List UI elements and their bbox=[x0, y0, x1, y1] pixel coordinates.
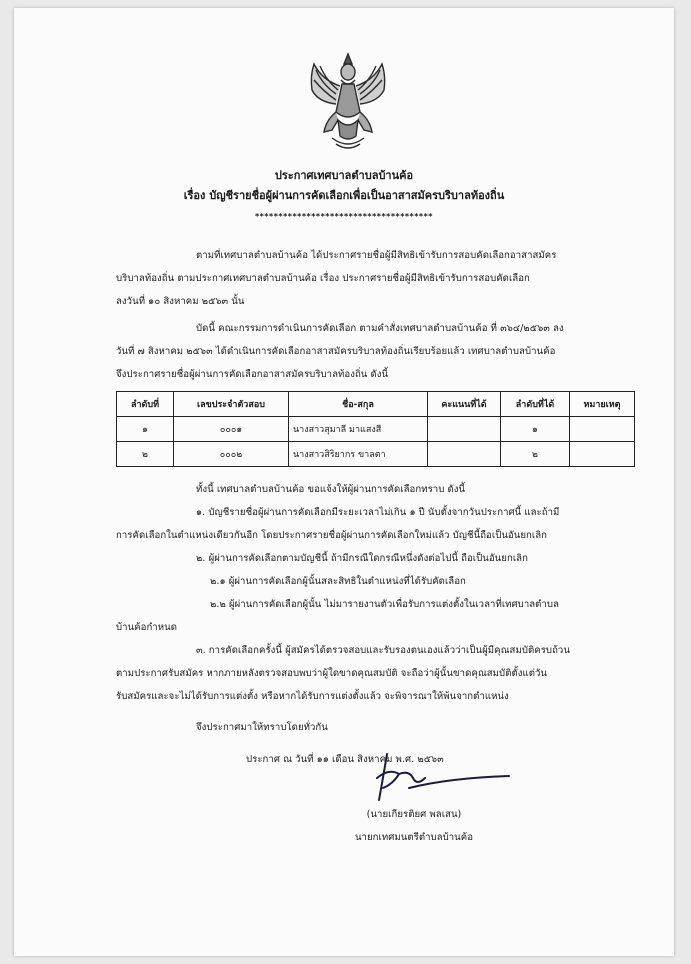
col-header-exam-id: เลขประจำตัวสอบ bbox=[174, 392, 289, 417]
condition-2-2-line1: ๒.๒ ผู้ผ่านการคัดเลือกผู้นั้น ไม่มารายงานตัวเพื่อรับการแต่งตั้งในเวลาที่เทศบาลตำบล bbox=[210, 599, 559, 610]
cell-score bbox=[428, 442, 501, 467]
results-table bbox=[116, 391, 635, 467]
cell-rank: ๒ bbox=[117, 442, 174, 467]
col-header-name: ชื่อ-สกุล bbox=[289, 392, 428, 417]
cell-rank: ๑ bbox=[117, 417, 174, 442]
cell-placing: ๒ bbox=[501, 442, 570, 467]
cell-name: นางสาวสิริยากร ขาลตา bbox=[289, 442, 428, 467]
condition-2-1: ๒.๑ ผู้ผ่านการคัดเลือกผู้นั้นสละสิทธิในตำแหน่งที่ได้รับคัดเลือก bbox=[210, 576, 466, 587]
condition-2: ๒. ผู้ผ่านการคัดเลือกตามบัญชีนี้ ถ้ามีกรณีใดกรณีหนึ่งดังต่อไปนี้ ถือเป็นอันยกเลิก bbox=[196, 553, 528, 564]
cell-name: นางสาวสุมาลี มาแสงสี bbox=[289, 417, 428, 442]
cell-score bbox=[428, 417, 501, 442]
col-header-score: คะแนนที่ได้ bbox=[428, 392, 501, 417]
para2-line2: วันที่ ๗ สิงหาคม ๒๕๖๓ ได้ดำเนินการคัดเลือกอาสาสมัครบริบาลท้องถิ่นเรียบร้อยแล้ว เทศบาลตำบลบ้านค้อ bbox=[116, 346, 556, 357]
table-header-row bbox=[117, 392, 635, 417]
condition-1-line1: ๑. บัญชีรายชื่อผู้ผ่านการคัดเลือกมีระยะเวลาไม่เกิน ๑ ปี นับตั้งจากวันประกาศนี้ และถ้ามี bbox=[196, 507, 560, 518]
condition-3-line2: ตามประกาศรับสมัคร หากภายหลังตรวจสอบพบว่าผู้ใดขาดคุณสมบัติ จะถือว่าผู้นั้นขาดคุณสมบัติตั้งแต่วัน bbox=[116, 668, 548, 679]
cell-exam-id: ๐๐๐๑ bbox=[174, 417, 289, 442]
garuda-emblem-icon bbox=[302, 50, 394, 154]
condition-3-line3: รับสมัครและจะไม่ได้รับการแต่งตั้ง หรือหากได้รับการแต่งตั้งแล้ว จะพิจารณาให้พ้นจากตำแหน่ง bbox=[116, 691, 509, 702]
cell-placing: ๑ bbox=[501, 417, 570, 442]
cell-remarks bbox=[570, 442, 635, 467]
condition-1-line2: การคัดเลือกในตำแหน่งเดียวกันอีก โดยประกาศรายชื่อผู้ผ่านการคัดเลือกใหม่แล้ว บัญชีนี้ถือเป็นอันยกเลิก bbox=[116, 530, 548, 541]
signer-name: (นายเกียรติยศ พลเสน) bbox=[366, 809, 462, 820]
announcement-title: ประกาศเทศบาลตำบลบ้านค้อ bbox=[274, 169, 414, 182]
para1-line1: ตามที่เทศบาลตำบลบ้านค้อ ได้ประกาศรายชื่อผู้มีสิทธิเข้ารับการสอบคัดเลือกอาสาสมัคร bbox=[196, 250, 557, 261]
col-header-remarks: หมายเหตุ bbox=[570, 392, 635, 417]
cell-exam-id: ๐๐๐๒ bbox=[174, 442, 289, 467]
announcement-subject: เรื่อง บัญชีรายชื่อผู้ผ่านการคัดเลือกเพื่อเป็นอาสาสมัครบริบาลท้องถิ่น bbox=[183, 189, 505, 202]
cell-remarks bbox=[570, 417, 635, 442]
document-page bbox=[14, 8, 674, 956]
signer-position: นายกเทศมนตรีตำบลบ้านค้อ bbox=[354, 832, 474, 843]
table-row bbox=[117, 417, 635, 442]
separator-stars: ************************************** bbox=[255, 212, 433, 221]
para1-line3: ลงวันที่ ๑๐ สิงหาคม ๒๕๖๓ นั้น bbox=[116, 296, 245, 307]
condition-2-2-line2: บ้านค้อกำหนด bbox=[116, 622, 177, 633]
col-header-placing: ลำดับที่ได้ bbox=[501, 392, 570, 417]
announcement-date: ประกาศ ณ วันที่ ๑๑ เดือน สิงหาคม พ.ศ. ๒๕๖๓ bbox=[246, 754, 444, 765]
condition-3-line1: ๓. การคัดเลือกครั้งนี้ ผู้สมัครได้ตรวจสอบและรับรองตนเองแล้วว่าเป็นผู้มีคุณสมบัติครบถ้วน bbox=[196, 645, 570, 656]
closing-announcement: จึงประกาศมาให้ทราบโดยทั่วกัน bbox=[196, 722, 328, 733]
table-row bbox=[117, 442, 635, 467]
para1-line2: บริบาลท้องถิ่น ตามประกาศเทศบาลตำบลบ้านค้อ เรื่อง ประกาศรายชื่อผู้มีสิทธิเข้ารับการสอบคัดเลือก bbox=[116, 273, 530, 284]
handwritten-signature bbox=[369, 748, 519, 808]
conditions-intro: ทั้งนี้ เทศบาลตำบลบ้านค้อ ขอแจ้งให้ผู้ผ่านการคัดเลือกทราบ ดังนี้ bbox=[196, 484, 466, 495]
col-header-rank: ลำดับที่ bbox=[117, 392, 174, 417]
para2-line3: จึงประกาศรายชื่อผู้ผ่านการคัดเลือกอาสาสมัครบริบาลท้องถิ่น ดังนี้ bbox=[116, 369, 389, 380]
para2-line1: บัดนี้ คณะกรรมการดำเนินการคัดเลือก ตามคำสั่งเทศบาลตำบลบ้านค้อ ที่ ๓๖๔/๒๕๖๓ ลง bbox=[196, 323, 564, 334]
